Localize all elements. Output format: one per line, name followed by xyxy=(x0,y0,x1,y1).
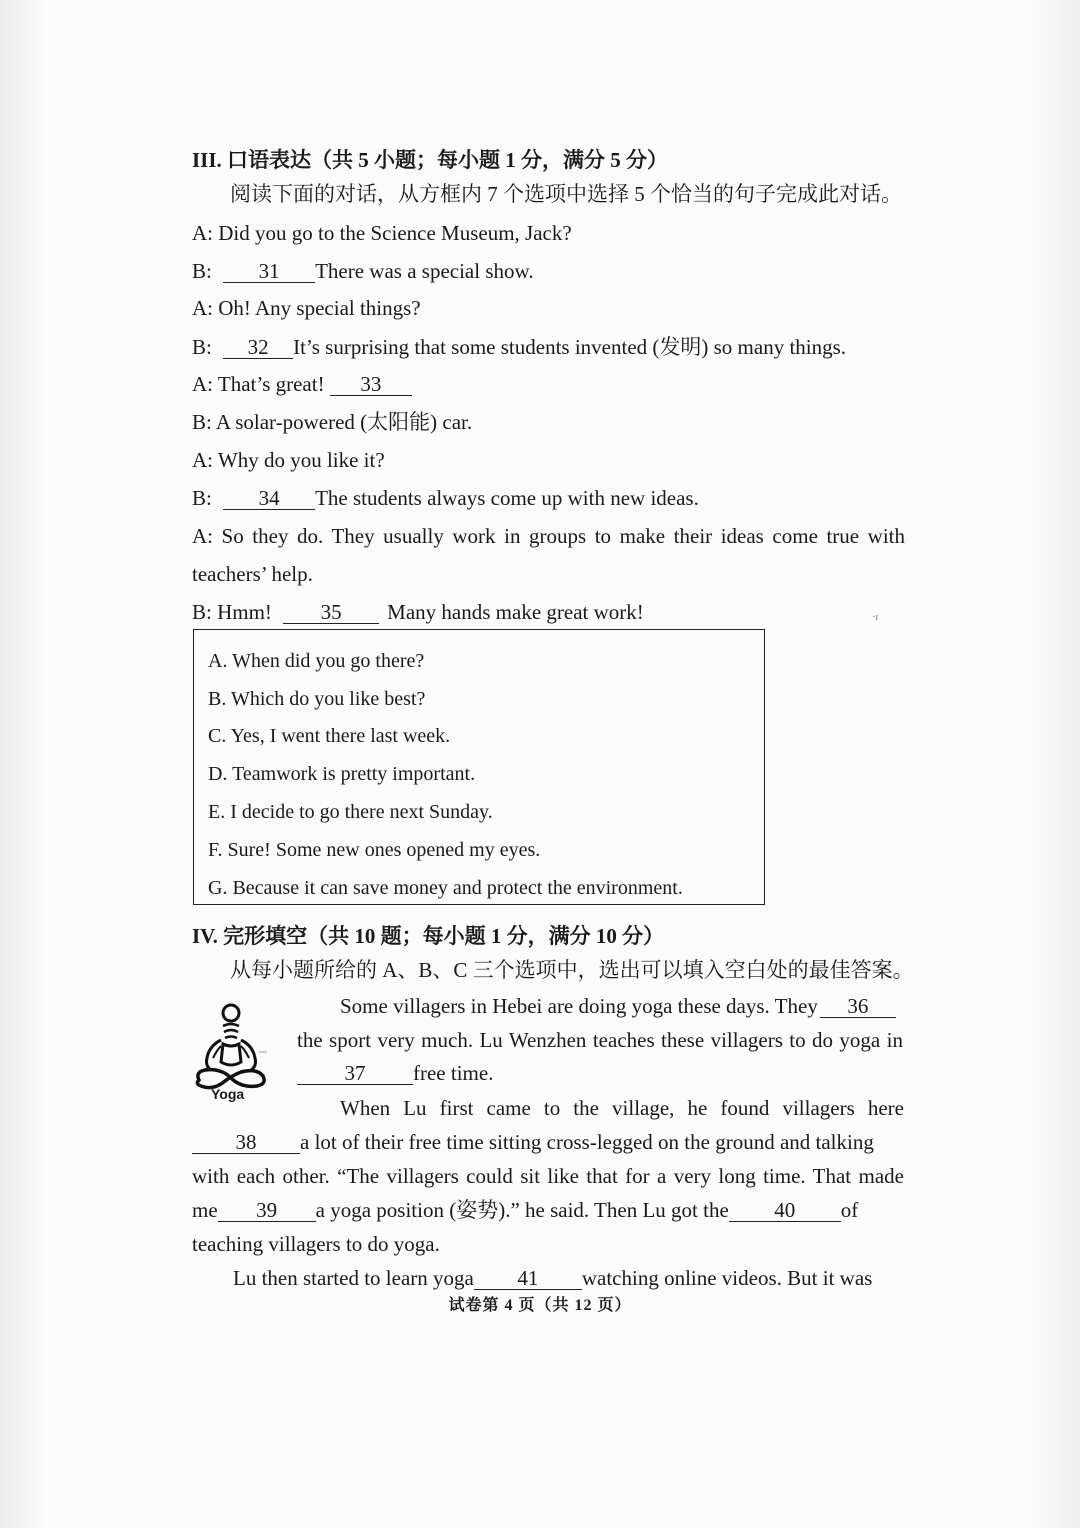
section4-instruction: 从每小题所给的 A、B、C 三个选项中，选出可以填入空白处的最佳答案。 xyxy=(230,958,914,982)
passage-text: watching online videos. But it was xyxy=(581,1266,873,1290)
dialogue-text: There was a special show. xyxy=(315,259,534,283)
passage-line-5 xyxy=(192,1128,874,1156)
blank-38: 38 xyxy=(192,1131,300,1154)
yoga-caption: Yoga xyxy=(211,1086,245,1102)
passage-text: a yoga position (姿势).” he said. Then Lu got the xyxy=(315,1198,729,1222)
passage-line-3 xyxy=(297,1059,493,1087)
passage-text: of xyxy=(840,1198,859,1222)
dialogue-text: B: Hmm! xyxy=(192,600,272,624)
dialogue-line-3: A: Oh! Any special things? xyxy=(192,296,421,320)
option-a: A. When did you go there? xyxy=(208,650,425,672)
blank-41: 41 xyxy=(474,1267,582,1290)
speaker-b: B: xyxy=(192,486,212,510)
passage-line-4: When Lu first came to the village, he found villagers here xyxy=(340,1096,904,1120)
dialogue-text: A: That’s great! xyxy=(192,372,325,396)
dialogue-text: It’s surprising that some students invented (发明) so many things. xyxy=(293,335,847,359)
blank-36: 36 xyxy=(820,995,896,1018)
dialogue-line-10: teachers’ help. xyxy=(192,562,313,586)
passage-line-6: with each other. “The villagers could sit like that for a very long time. That made xyxy=(192,1164,904,1188)
dialogue-text: The students always come up with new ideas. xyxy=(315,486,699,510)
dialogue-line-5 xyxy=(192,370,412,398)
blank-32: 32 xyxy=(223,336,293,359)
passage-line-2: the sport very much. Lu Wenzhen teaches these villagers to do yoga in xyxy=(297,1028,903,1052)
option-d: D. Teamwork is pretty important. xyxy=(208,763,476,785)
dialogue-line-2 xyxy=(192,257,534,285)
speaker-b: B: xyxy=(192,335,212,359)
dialogue-line-11 xyxy=(192,598,644,626)
speaker-b: B: xyxy=(192,259,212,283)
passage-text: me xyxy=(192,1198,218,1222)
dialogue-line-6: B: A solar-powered (太阳能) car. xyxy=(192,410,473,434)
section3-heading: III. 口语表达（共 5 小题；每小题 1 分，满分 5 分） xyxy=(192,148,669,172)
option-c: C. Yes, I went there last week. xyxy=(208,725,451,747)
dialogue-line-1: A: Did you go to the Science Museum, Jack? xyxy=(192,221,572,245)
passage-line-8: teaching villagers to do yoga. xyxy=(192,1232,440,1256)
option-g: G. Because it can save money and protect the environment. xyxy=(208,877,683,899)
blank-31: 31 xyxy=(223,260,315,283)
passage-text: Some villagers in Hebei are doing yoga these days. They xyxy=(340,994,818,1018)
dialogue-line-4 xyxy=(192,333,846,361)
section4-heading: IV. 完形填空（共 10 题；每小题 1 分，满分 10 分） xyxy=(192,924,665,948)
blank-37: 37 xyxy=(297,1062,413,1085)
blank-33: 33 xyxy=(330,373,412,396)
option-f: F. Sure! Some new ones opened my eyes. xyxy=(208,839,541,861)
passage-text: free time. xyxy=(413,1061,494,1085)
option-e: E. I decide to go there next Sunday. xyxy=(208,801,493,823)
dialogue-line-7: A: Why do you like it? xyxy=(192,448,385,472)
options-box xyxy=(193,629,765,905)
blank-39: 39 xyxy=(218,1199,316,1222)
passage-line-7 xyxy=(192,1196,858,1224)
section3-instruction: 阅读下面的对话，从方框内 7 个选项中选择 5 个恰当的句子完成此对话。 xyxy=(230,182,902,206)
dialogue-text: Many hands make great work! xyxy=(387,600,644,624)
dialogue-line-9: A: So they do. They usually work in groups to make their ideas come true with xyxy=(192,524,905,548)
dialogue-line-8 xyxy=(192,484,699,512)
page-footer: 试卷第 4 页（共 12 页） xyxy=(448,1297,632,1314)
blank-34: 34 xyxy=(223,487,315,510)
scan-speck: ·ı xyxy=(872,612,879,623)
blank-35: 35 xyxy=(283,601,379,624)
option-b: B. Which do you like best? xyxy=(208,688,426,710)
passage-line-1 xyxy=(340,992,896,1020)
passage-line-9 xyxy=(233,1264,872,1292)
blank-40: 40 xyxy=(729,1199,841,1222)
passage-text: a lot of their free time sitting cross-legged on the ground and talking xyxy=(300,1130,874,1154)
passage-text: Lu then started to learn yoga xyxy=(233,1266,474,1290)
